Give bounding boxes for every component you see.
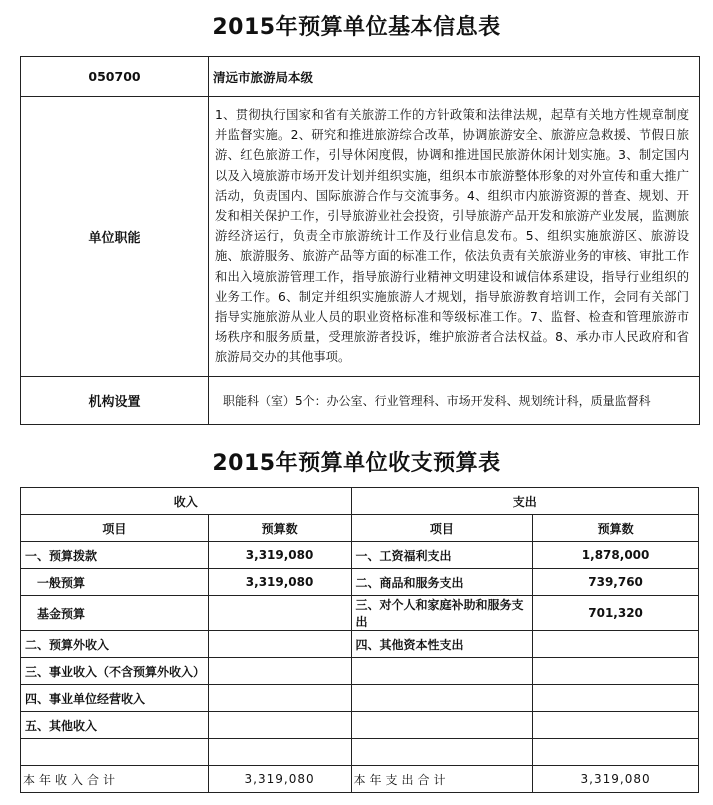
expense-amount: [533, 631, 699, 658]
income-item: 一般预算: [21, 569, 209, 596]
table-row: [21, 515, 699, 542]
table-row: [21, 739, 699, 766]
expense-item-header: 项目: [351, 515, 533, 542]
expense-item: 四、其他资本性支出: [351, 631, 533, 658]
income-item: 基金预算: [21, 596, 209, 631]
expense-item: [351, 712, 533, 739]
table-row: [21, 631, 699, 658]
expense-amount: [533, 739, 699, 766]
table-row: [21, 542, 699, 569]
income-item: 一、预算拨款: [21, 542, 209, 569]
table-row: [21, 685, 699, 712]
table-row: [21, 376, 700, 424]
income-amount: 3,319,080: [208, 542, 351, 569]
income-amount: [208, 739, 351, 766]
info-table-title: 2015年预算单位基本信息表: [212, 15, 501, 40]
income-item: 三、事业收入（不含预算外收入）: [21, 658, 209, 685]
org-text: 职能科（室）5个：办公室、行业管理科、市场开发科、规划统计科，质量监督科: [209, 376, 700, 424]
income-item: [21, 739, 209, 766]
income-amount-header: 预算数: [208, 515, 351, 542]
expense-item: 三、对个人和家庭补助和服务支出: [351, 596, 533, 631]
income-total-value: 3,319,080: [208, 766, 351, 793]
unit-name: 清远市旅游局本级: [209, 57, 700, 97]
expense-amount: 1,878,000: [533, 542, 699, 569]
duty-label: 单位职能: [21, 97, 209, 377]
duty-text: 1、贯彻执行国家和省有关旅游工作的方针政策和法律法规，起草有关地方性规章制度并监督实施。2、研究和推进旅游综合改革，协调旅游安全、旅游应急救援、节假日旅游、红色旅游工作，引导休闲度假，协调和推进国民旅游休闲计划实施。3、制定国内以及入境旅游市场开发计划并组织实施，组织本市旅游整体形象的对外宣传和重大推广活动，负责国内、国际旅游合作与交流事务。4、组织市内旅游资源的普查、规划、开发和相关保护工作，引导旅游业社会投资，引导旅游产品开发和旅游产业发展，监测旅游经济运行，负责全市旅游统计工作及行业信息发布。5、组织实施旅游区、旅游设施、旅游服务、旅游产品等方面的标准工作，依法负责有关旅游业务的审核、审批工作和出入境旅游管理工作，指导旅游行业精神文明建设和诚信体系建设，指导行业组织的业务工作。6、制定并组织实施旅游人才规划，指导旅游教育培训工作，会同有关部门指导实施旅游从业人员的职业资格标准和等级标准工作。7、监督、检查和管理旅游市场秩序和服务质量，受理旅游者投诉，维护旅游者合法权益。8、承办市人民政府和省旅游局交办的其他事项。: [209, 97, 700, 377]
table-row: [21, 97, 700, 377]
budget-table-title: 2015年预算单位收支预算表: [212, 451, 501, 476]
income-amount: [208, 712, 351, 739]
income-item: 五、其他收入: [21, 712, 209, 739]
income-amount: [208, 631, 351, 658]
expense-amount-header: 预算数: [533, 515, 699, 542]
basic-info-table: [20, 56, 700, 425]
unit-code: 050700: [21, 57, 209, 97]
expense-amount: [533, 658, 699, 685]
income-amount: [208, 596, 351, 631]
expense-amount: [533, 685, 699, 712]
income-item-header: 项目: [21, 515, 209, 542]
expense-amount: 701,320: [533, 596, 699, 631]
income-item: 四、事业单位经营收入: [21, 685, 209, 712]
expense-amount: 739,760: [533, 569, 699, 596]
income-amount: [208, 658, 351, 685]
budget-table: [20, 487, 699, 793]
expense-item: 一、工资福利支出: [351, 542, 533, 569]
income-amount: [208, 685, 351, 712]
expense-item: [351, 739, 533, 766]
org-label: 机构设置: [21, 376, 209, 424]
income-total-label: 本年收入合计: [21, 766, 209, 793]
income-header: 收入: [21, 488, 352, 515]
income-amount: 3,319,080: [208, 569, 351, 596]
expense-total-label: 本年支出合计: [351, 766, 533, 793]
table-row: [21, 766, 699, 793]
expense-item: [351, 685, 533, 712]
table-row: [21, 712, 699, 739]
table-row: [21, 488, 699, 515]
table-row: [21, 596, 699, 631]
expense-header: 支出: [351, 488, 699, 515]
expense-item: 二、商品和服务支出: [351, 569, 533, 596]
table-row: [21, 57, 700, 97]
table-row: [21, 658, 699, 685]
expense-total-value: 3,319,080: [533, 766, 699, 793]
table-row: [21, 569, 699, 596]
expense-item: [351, 658, 533, 685]
income-item: 二、预算外收入: [21, 631, 209, 658]
expense-amount: [533, 712, 699, 739]
